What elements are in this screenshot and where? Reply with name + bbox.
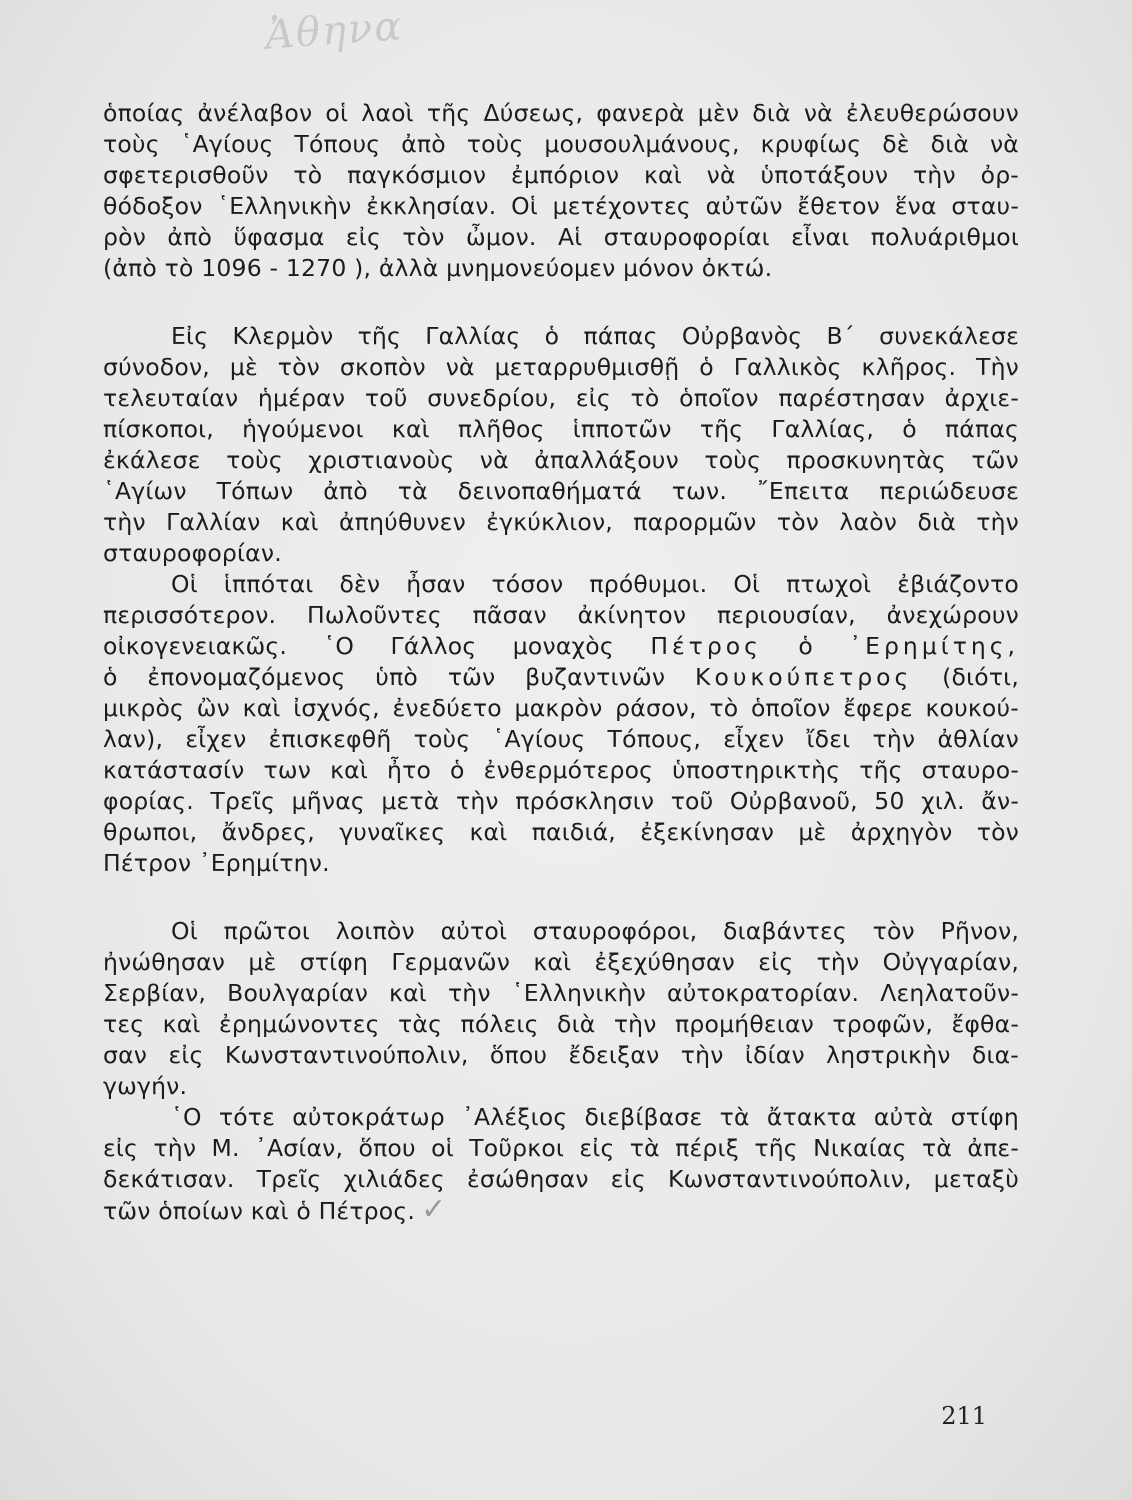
text-line: Πέτρον ᾿Ερημίτην.: [103, 849, 330, 877]
text-line: σαν εἰς Κωνσταντινούπολιν, ὅπου ἔδειξαν τὴν ἰδίαν ληστρικὴν δια-: [103, 1041, 1019, 1069]
text-line: οἰκογενειακῶς. ῾Ο Γάλλος μοναχὸς Πέτρος ὁ ᾿Ερημίτης,: [103, 632, 1020, 660]
text-line: τες καὶ ἐρημώνοντες τὰς πόλεις διὰ τὴν προμήθειαν τροφῶν, ἔφθα-: [103, 1010, 1019, 1038]
text-line: τοὺς ῾Αγίους Τόπους ἀπὸ τοὺς μουσουλμάνους, κρυφίως δὲ διὰ νὰ: [103, 130, 1019, 158]
paragraph-4: [103, 916, 1019, 1102]
text-line: ῾Αγίων Τόπων ἀπὸ τὰ δεινοπαθήματά των. ῎Επειτα περιώδευσε: [103, 477, 1019, 505]
text-line: γωγήν.: [103, 1072, 188, 1100]
text-line: τὴν Γαλλίαν καὶ ἀπηύθυνεν ἐγκύκλιον, παρορμῶν τὸν λαὸν διὰ τὴν: [103, 508, 1019, 536]
text-line: δεκάτισαν. Τρεῖς χιλιάδες ἐσώθησαν εἰς Κωνσταντινούπολιν, μεταξὺ: [103, 1165, 1019, 1193]
text-line: σύνοδον, μὲ τὸν σκοπὸν νὰ μεταρρυθμισθῇ ὁ Γαλλικὸς κλῆρος. Τὴν: [103, 353, 1019, 381]
text-line: θόδοξον ῾Ελληνικὴν ἐκκλησίαν. Οἱ μετέχοντες αὐτῶν ἔθετον ἕνα σταυ-: [103, 192, 1019, 220]
text-line: ὁποίας ἀνέλαβον οἱ λαοὶ τῆς Δύσεως, φανερὰ μὲν διὰ νὰ ἐλευθερώσουν: [103, 99, 1019, 127]
text-line: θρωποι, ἄνδρες, γυναῖκες καὶ παιδιά, ἐξεκίνησαν μὲ ἀρχηγὸν τὸν: [103, 818, 1019, 846]
text-line: ρὸν ἀπὸ ὕφασμα εἰς τὸν ὦμον. Αἱ σταυροφορίαι εἶναι πολυάριθμοι: [103, 223, 1019, 251]
text-line: σφετερισθοῦν τὸ παγκόσμιον ἐμπόριον καὶ νὰ ὑποτάξουν τὴν ὀρ-: [103, 161, 1019, 189]
paragraph-3: [103, 569, 1019, 879]
text-line: Εἰς Κλερμὸν τῆς Γαλλίας ὁ πάπας Οὐρβανὸς Β΄ συνεκάλεσε: [171, 322, 1019, 350]
text-line: (ἀπὸ τὸ 1096 - 1270 ), ἀλλὰ μνημονεύομεν μόνον ὀκτώ.: [103, 254, 773, 282]
text-line: λαν), εἶχεν ἐπισκεφθῆ τοὺς ῾Αγίους Τόπους, εἶχεν ἴδει τὴν ἀθλίαν: [103, 725, 1019, 753]
text-line: τῶν ὁποίων καὶ ὁ Πέτρος. ✓: [103, 1192, 447, 1227]
text-line: Σερβίαν, Βουλγαρίαν καὶ τὴν ῾Ελληνικὴν αὐτοκρατορίαν. Λεηλατοῦν-: [103, 979, 1019, 1007]
text-line: σταυροφορίαν.: [103, 539, 282, 567]
text-line: ῾Ο τότε αὐτοκράτωρ ᾿Αλέξιος διεβίβασε τὰ ἄτακτα αὐτὰ στίφη: [171, 1103, 1019, 1131]
body-text: [103, 98, 1019, 1226]
text-line: Οἱ ἱππόται δὲν ἦσαν τόσον πρόθυμοι. Οἱ πτωχοὶ ἐβιάζοντο: [171, 570, 1019, 598]
pencil-annotation: Ἀθηνα: [263, 3, 405, 59]
text-line: τελευταίαν ἡμέραν τοῦ συνεδρίου, εἰς τὸ ὁποῖον παρέστησαν ἀρχιε-: [103, 384, 1019, 412]
text-line: φορίας. Τρεῖς μῆνας μετὰ τὴν πρόσκλησιν τοῦ Οὐρβανοῦ, 50 χιλ. ἄν-: [103, 787, 1019, 815]
text-line: πίσκοποι, ἡγούμενοι καὶ πλῆθος ἱπποτῶν τῆς Γαλλίας, ὁ πάπας: [103, 415, 1019, 443]
text-line: μικρὸς ὢν καὶ ἰσχνός, ἐνεδύετο μακρὸν ράσον, τὸ ὁποῖον ἔφερε κουκού-: [103, 694, 1019, 722]
text-line: ἐκάλεσε τοὺς χριστιανοὺς νὰ ἀπαλλάξουν τοὺς προσκυνητὰς τῶν: [103, 446, 1019, 474]
text-line: ὁ ἐπονομαζόμενος ὑπὸ τῶν βυζαντινῶν Κουκούπετρος (διότι,: [103, 663, 1019, 691]
text-line: κατάστασίν των καὶ ἦτο ὁ ἐνθερμότερος ὑποστηρικτὴς τῆς σταυρο-: [103, 756, 1019, 784]
check-mark-icon: ✓: [421, 1192, 447, 1227]
paragraph-5: [103, 1102, 1019, 1226]
text-line: Οἱ πρῶτοι λοιπὸν αὐτοὶ σταυροφόροι, διαβάντες τὸν Ρῆνον,: [171, 917, 1019, 945]
text-line: εἰς τὴν Μ. ᾿Ασίαν, ὅπου οἱ Τοῦρκοι εἰς τὰ πέριξ τῆς Νικαίας τὰ ἀπε-: [103, 1134, 1019, 1162]
page-number: 211: [941, 1402, 987, 1430]
text-line: ἠνώθησαν μὲ στίφη Γερμανῶν καὶ ἐξεχύθησαν εἰς τὴν Οὐγγαρίαν,: [103, 948, 1019, 976]
text-line: περισσότερον. Πωλοῦντες πᾶσαν ἀκίνητον περιουσίαν, ἀνεχώρουν: [103, 601, 1019, 629]
paragraph-1: [103, 98, 1019, 284]
paragraph-2: [103, 321, 1019, 569]
